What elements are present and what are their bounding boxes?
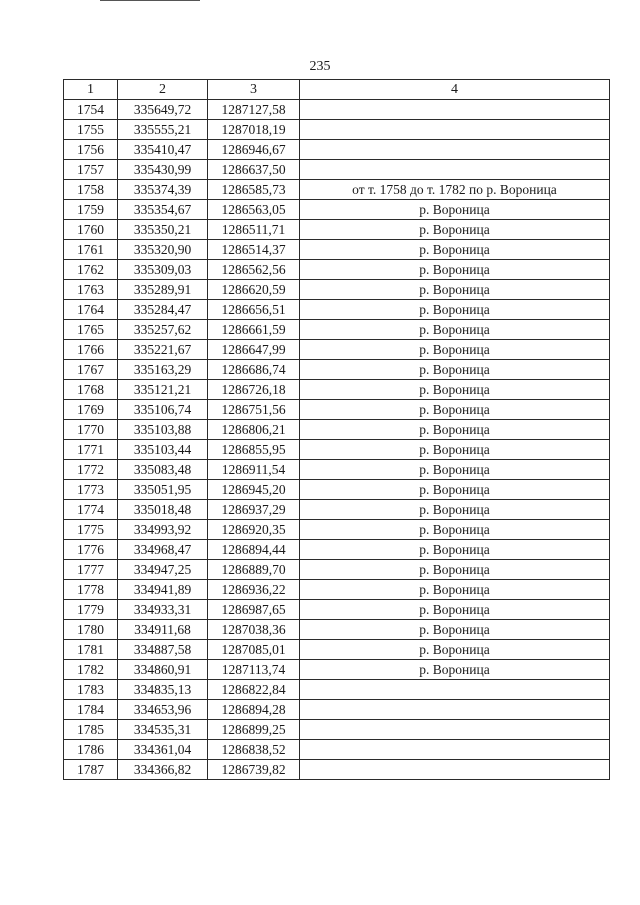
x-coordinate-cell: 334911,68 [118,620,208,640]
description-cell: р. Вороница [300,260,610,280]
y-coordinate-cell: 1286946,67 [208,140,300,160]
table-row [64,120,610,140]
y-coordinate-cell: 1287127,58 [208,100,300,120]
y-coordinate-cell: 1286585,73 [208,180,300,200]
y-coordinate-cell: 1287018,19 [208,120,300,140]
point-number-cell: 1765 [64,320,118,340]
description-cell: р. Вороница [300,400,610,420]
table-row [64,420,610,440]
description-cell: р. Вороница [300,460,610,480]
description-cell [300,680,610,700]
point-number-cell: 1757 [64,160,118,180]
x-coordinate-cell: 335410,47 [118,140,208,160]
table-row [64,740,610,760]
table-row [64,320,610,340]
y-coordinate-cell: 1286739,82 [208,760,300,780]
point-number-cell: 1767 [64,360,118,380]
description-cell: р. Вороница [300,420,610,440]
y-coordinate-cell: 1286562,56 [208,260,300,280]
description-cell: р. Вороница [300,280,610,300]
point-number-cell: 1766 [64,340,118,360]
x-coordinate-cell: 334366,82 [118,760,208,780]
table-row [64,260,610,280]
description-cell: р. Вороница [300,300,610,320]
y-coordinate-cell: 1286751,56 [208,400,300,420]
y-coordinate-cell: 1286620,59 [208,280,300,300]
x-coordinate-cell: 335121,21 [118,380,208,400]
description-cell: от т. 1758 до т. 1782 по р. Вороница [300,180,610,200]
description-cell [300,720,610,740]
table-row [64,580,610,600]
point-number-cell: 1780 [64,620,118,640]
table-body [64,100,610,780]
point-number-cell: 1761 [64,240,118,260]
y-coordinate-cell: 1286987,65 [208,600,300,620]
table-row [64,660,610,680]
table-row [64,540,610,560]
description-cell: р. Вороница [300,320,610,340]
description-cell: р. Вороница [300,580,610,600]
point-number-cell: 1764 [64,300,118,320]
point-number-cell: 1776 [64,540,118,560]
y-coordinate-cell: 1286511,71 [208,220,300,240]
point-number-cell: 1777 [64,560,118,580]
x-coordinate-cell: 335649,72 [118,100,208,120]
table-row [64,680,610,700]
description-cell: р. Вороница [300,440,610,460]
x-coordinate-cell: 334653,96 [118,700,208,720]
table-row [64,500,610,520]
point-number-cell: 1754 [64,100,118,120]
y-coordinate-cell: 1286899,25 [208,720,300,740]
x-coordinate-cell: 334361,04 [118,740,208,760]
point-number-cell: 1770 [64,420,118,440]
page-number: 235 [309,59,331,74]
y-coordinate-cell: 1287038,36 [208,620,300,640]
description-cell: р. Вороница [300,240,610,260]
description-cell: р. Вороница [300,500,610,520]
point-number-cell: 1778 [64,580,118,600]
y-coordinate-cell: 1286686,74 [208,360,300,380]
description-cell [300,140,610,160]
column-header-point-number: 1 [64,80,118,100]
point-number-cell: 1758 [64,180,118,200]
x-coordinate-cell: 335018,48 [118,500,208,520]
y-coordinate-cell: 1286894,44 [208,540,300,560]
x-coordinate-cell: 335103,88 [118,420,208,440]
point-number-cell: 1781 [64,640,118,660]
y-coordinate-cell: 1286945,20 [208,480,300,500]
y-coordinate-cell: 1287113,74 [208,660,300,680]
point-number-cell: 1784 [64,700,118,720]
y-coordinate-cell: 1286936,22 [208,580,300,600]
y-coordinate-cell: 1286726,18 [208,380,300,400]
x-coordinate-cell: 335257,62 [118,320,208,340]
point-number-cell: 1774 [64,500,118,520]
table-row [64,200,610,220]
description-cell: р. Вороница [300,220,610,240]
top-edge-mark [100,0,200,1]
description-cell: р. Вороница [300,600,610,620]
table-row [64,400,610,420]
description-cell: р. Вороница [300,620,610,640]
column-header-x-coordinate: 2 [118,80,208,100]
x-coordinate-cell: 335103,44 [118,440,208,460]
x-coordinate-cell: 335221,67 [118,340,208,360]
y-coordinate-cell: 1286806,21 [208,420,300,440]
point-number-cell: 1755 [64,120,118,140]
table-row [64,600,610,620]
table-row [64,340,610,360]
y-coordinate-cell: 1286563,05 [208,200,300,220]
column-header-description: 4 [300,80,610,100]
description-cell: р. Вороница [300,520,610,540]
table-row [64,180,610,200]
y-coordinate-cell: 1286661,59 [208,320,300,340]
point-number-cell: 1768 [64,380,118,400]
point-number-cell: 1756 [64,140,118,160]
x-coordinate-cell: 334860,91 [118,660,208,680]
x-coordinate-cell: 335051,95 [118,480,208,500]
table-row [64,440,610,460]
x-coordinate-cell: 334993,92 [118,520,208,540]
point-number-cell: 1772 [64,460,118,480]
x-coordinate-cell: 334933,31 [118,600,208,620]
point-number-cell: 1759 [64,200,118,220]
point-number-cell: 1779 [64,600,118,620]
y-coordinate-cell: 1286894,28 [208,700,300,720]
description-cell: р. Вороница [300,640,610,660]
table-row [64,460,610,480]
x-coordinate-cell: 334535,31 [118,720,208,740]
x-coordinate-cell: 335320,90 [118,240,208,260]
description-cell [300,740,610,760]
x-coordinate-cell: 334941,89 [118,580,208,600]
x-coordinate-cell: 334835,13 [118,680,208,700]
x-coordinate-cell: 335350,21 [118,220,208,240]
x-coordinate-cell: 335309,03 [118,260,208,280]
x-coordinate-cell: 335163,29 [118,360,208,380]
description-cell: р. Вороница [300,540,610,560]
y-coordinate-cell: 1286855,95 [208,440,300,460]
description-cell [300,120,610,140]
point-number-cell: 1787 [64,760,118,780]
point-number-cell: 1786 [64,740,118,760]
table-row [64,640,610,660]
description-cell [300,160,610,180]
table-row [64,280,610,300]
point-number-cell: 1775 [64,520,118,540]
point-number-cell: 1762 [64,260,118,280]
x-coordinate-cell: 335289,91 [118,280,208,300]
y-coordinate-cell: 1286656,51 [208,300,300,320]
y-coordinate-cell: 1287085,01 [208,640,300,660]
table-row [64,220,610,240]
table-row [64,700,610,720]
table-row [64,360,610,380]
x-coordinate-cell: 335374,39 [118,180,208,200]
table-row [64,720,610,740]
point-number-cell: 1782 [64,660,118,680]
table-row [64,760,610,780]
y-coordinate-cell: 1286637,50 [208,160,300,180]
table-row [64,140,610,160]
y-coordinate-cell: 1286838,52 [208,740,300,760]
point-number-cell: 1763 [64,280,118,300]
x-coordinate-cell: 334887,58 [118,640,208,660]
x-coordinate-cell: 335284,47 [118,300,208,320]
x-coordinate-cell: 334947,25 [118,560,208,580]
y-coordinate-cell: 1286822,84 [208,680,300,700]
x-coordinate-cell: 335555,21 [118,120,208,140]
y-coordinate-cell: 1286514,37 [208,240,300,260]
point-number-cell: 1769 [64,400,118,420]
coordinates-table [63,79,610,780]
table-row [64,300,610,320]
point-number-cell: 1773 [64,480,118,500]
table-row [64,380,610,400]
x-coordinate-cell: 335430,99 [118,160,208,180]
description-cell: р. Вороница [300,480,610,500]
table-header-row [64,80,610,100]
y-coordinate-cell: 1286920,35 [208,520,300,540]
description-cell: р. Вороница [300,200,610,220]
description-cell: р. Вороница [300,380,610,400]
x-coordinate-cell: 335106,74 [118,400,208,420]
point-number-cell: 1785 [64,720,118,740]
table-row [64,100,610,120]
x-coordinate-cell: 335083,48 [118,460,208,480]
table-row [64,160,610,180]
y-coordinate-cell: 1286911,54 [208,460,300,480]
description-cell [300,100,610,120]
table-row [64,520,610,540]
description-cell [300,700,610,720]
point-number-cell: 1783 [64,680,118,700]
y-coordinate-cell: 1286937,29 [208,500,300,520]
point-number-cell: 1771 [64,440,118,460]
point-number-cell: 1760 [64,220,118,240]
table-row [64,240,610,260]
table-row [64,620,610,640]
description-cell [300,760,610,780]
x-coordinate-cell: 334968,47 [118,540,208,560]
y-coordinate-cell: 1286647,99 [208,340,300,360]
table-row [64,560,610,580]
description-cell: р. Вороница [300,360,610,380]
description-cell: р. Вороница [300,560,610,580]
x-coordinate-cell: 335354,67 [118,200,208,220]
description-cell: р. Вороница [300,340,610,360]
column-header-y-coordinate: 3 [208,80,300,100]
description-cell: р. Вороница [300,660,610,680]
table-row [64,480,610,500]
y-coordinate-cell: 1286889,70 [208,560,300,580]
